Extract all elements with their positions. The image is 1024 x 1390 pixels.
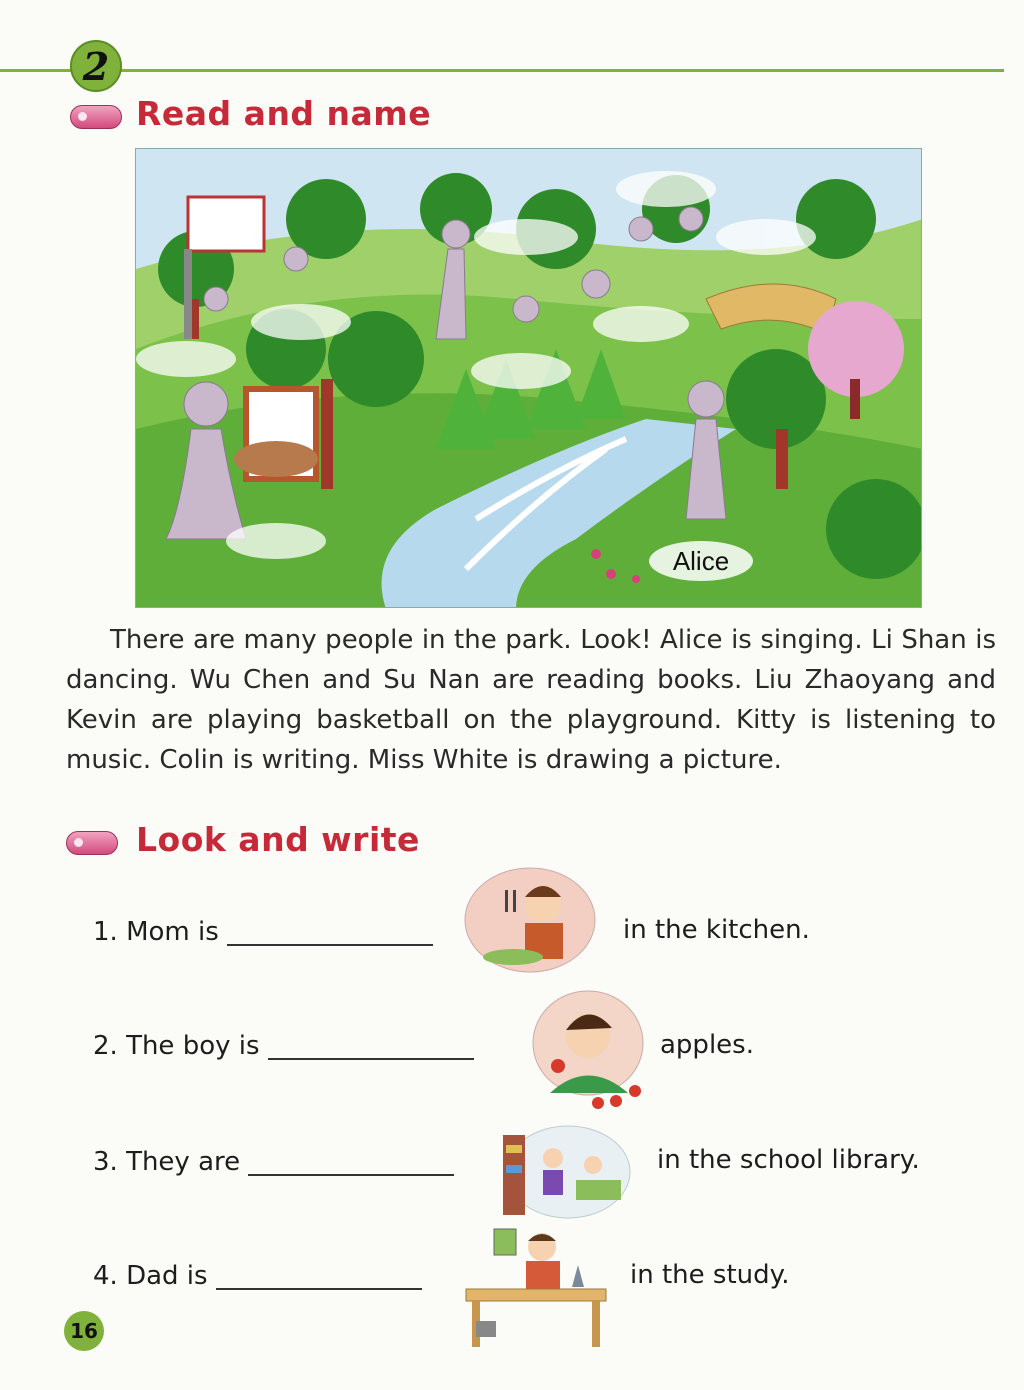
exercise-tail: apples.: [660, 1030, 754, 1060]
exercise-prompt: 3. They are: [93, 1147, 241, 1177]
exercise-prompt: 4. Dad is: [93, 1261, 208, 1291]
answer-blank-3[interactable]: [248, 1148, 454, 1176]
library-kids-image: [498, 1120, 633, 1220]
exercise-prompt: 2. The boy is: [93, 1031, 260, 1061]
answer-blank-2[interactable]: [268, 1032, 474, 1060]
boy-eating-image: [530, 988, 650, 1113]
answer-blank-4[interactable]: [216, 1262, 422, 1290]
park-illustration: [135, 148, 922, 608]
exercise-tail: in the study.: [630, 1260, 790, 1290]
exercise-tail: in the school library.: [657, 1145, 920, 1175]
audio-pill-icon: [66, 831, 118, 855]
exercise-3: [93, 1142, 454, 1182]
exercise-prompt: 1. Mom is: [93, 917, 219, 947]
section-title-look-and-write: Look and write: [136, 820, 420, 859]
page-number-text: 16: [70, 1319, 98, 1343]
kitchen-mom-image: [463, 865, 598, 975]
dad-study-image: [462, 1225, 610, 1350]
exercise-tail: in the kitchen.: [623, 915, 810, 945]
reading-paragraph: There are many people in the park. Look! Alice is singing. Li Shan is dancing. Wu Chen and Su Nan are reading books. Liu Zhaoyang and Kevin are playing basketball on the playground. Kitty is listening to music. Colin is writing. Miss White is drawing a picture.: [66, 625, 996, 775]
unit-number: 2: [82, 43, 110, 89]
audio-pill-icon: [70, 105, 122, 129]
exercise-2: [93, 1026, 474, 1066]
section-title-read-and-name: Read and name: [136, 94, 432, 133]
page-number: [64, 1311, 104, 1351]
answer-blank-1[interactable]: [227, 918, 433, 946]
top-rule: [0, 69, 1004, 72]
alice-label: Alice: [672, 546, 730, 576]
exercise-1: [93, 912, 433, 952]
exercise-4: [93, 1256, 422, 1296]
unit-badge: [70, 40, 122, 92]
